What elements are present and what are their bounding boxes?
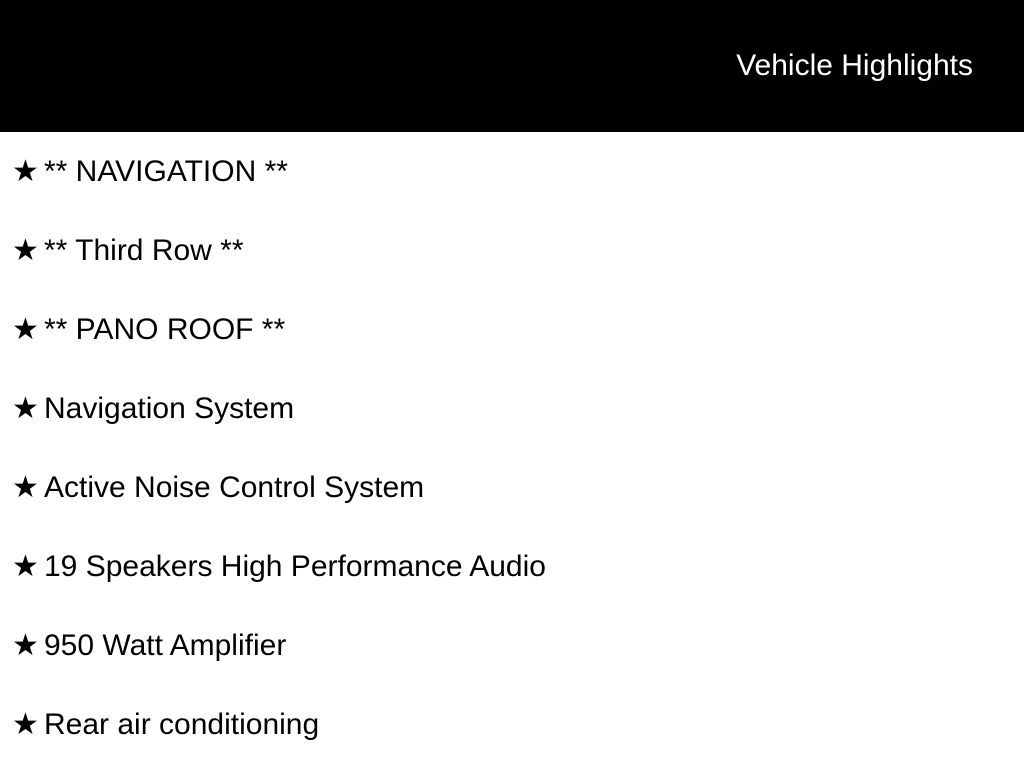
list-item <box>0 369 1024 448</box>
header-bar <box>0 0 1024 132</box>
list-item <box>0 132 1024 211</box>
list-item-label: Rear air conditioning <box>44 707 320 741</box>
list-item-label: 950 Watt Amplifier <box>44 628 287 662</box>
star-icon: ★ <box>12 312 39 346</box>
list-item-label: Navigation System <box>44 391 295 425</box>
star-icon: ★ <box>12 707 39 741</box>
list-item-label: ** NAVIGATION ** <box>44 154 288 188</box>
list-item <box>0 211 1024 290</box>
star-icon: ★ <box>12 628 39 662</box>
list-item <box>0 448 1024 527</box>
list-item <box>0 290 1024 369</box>
list-item-label: ** PANO ROOF ** <box>44 312 286 346</box>
list-item <box>0 685 1024 764</box>
list-item-label: Active Noise Control System <box>44 470 425 504</box>
list-item-label: ** Third Row ** <box>44 233 244 267</box>
list-item-label: 19 Speakers High Performance Audio <box>44 549 546 583</box>
list-item <box>0 527 1024 606</box>
star-icon: ★ <box>12 391 39 425</box>
highlights-list <box>0 132 1024 764</box>
star-icon: ★ <box>12 154 39 188</box>
list-item <box>0 606 1024 685</box>
star-icon: ★ <box>12 233 39 267</box>
star-icon: ★ <box>12 470 39 504</box>
page-title: Vehicle Highlights <box>736 49 973 82</box>
star-icon: ★ <box>12 549 39 583</box>
